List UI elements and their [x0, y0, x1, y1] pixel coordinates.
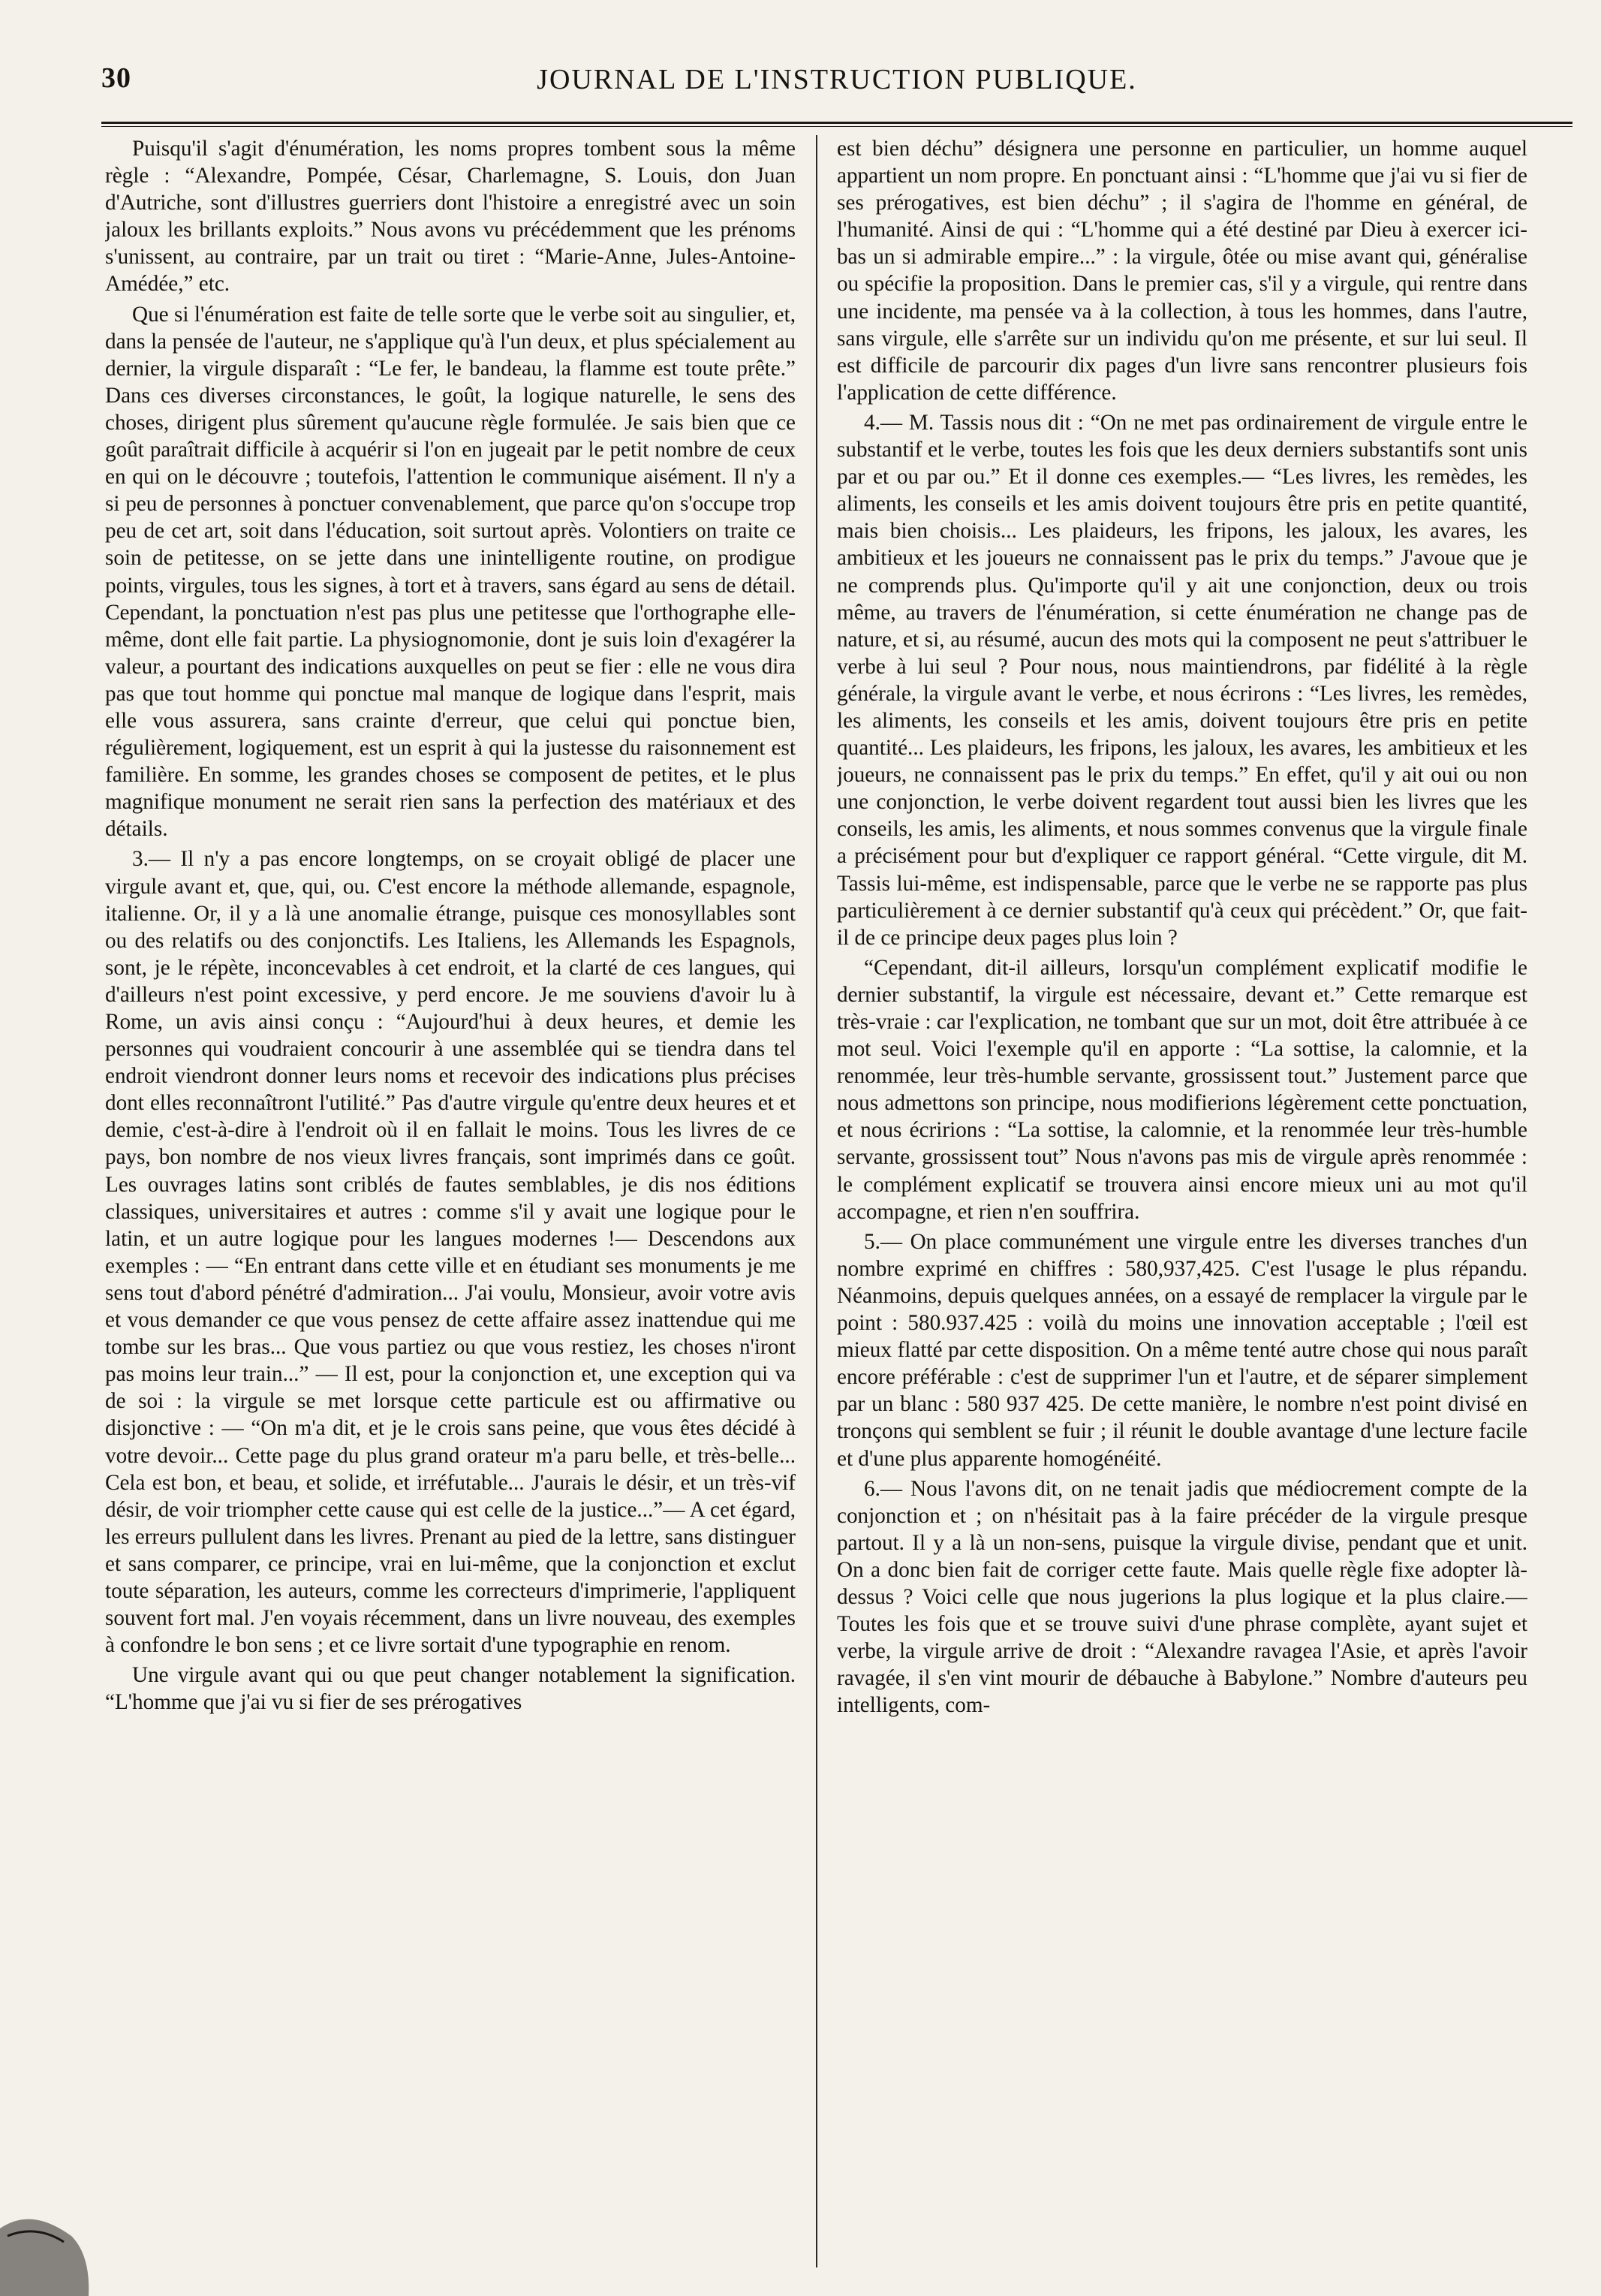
column-divider: [816, 135, 817, 2267]
paragraph: Puisqu'il s'agit d'énumération, les noms propres tombent sous la même règle : “Alexandre, Pompée, César, Charlemagne, S. Louis, don Juan d'Autriche, sont d'illustres guerriers dont l'histoire a enregistré avec un soin jaloux les brillants exploits.” Nous avons vu précédemment que les prénoms s'unissent, au contraire, par un trait ou tiret : “Marie-Anne, Jules-Antoine-Amédée,” etc.: [105, 137, 796, 297]
header-rule-thin: [101, 126, 1572, 127]
torn-corner-mark: [0, 2183, 120, 2296]
paragraph: “Cependant, dit-il ailleurs, lorsqu'un complément explicatif modifie le dernier substantif, la virgule est nécessaire, devant et.” Cette remarque est très-vraie : car l'explication, ne tombant que sur un mot, doit être attribuée à ce mot seul. Voici l'exemple qu'il en apporte : “La sottise, la calomnie, et la renommée, leur très-humble servante, grossissent tout.” Justement parce que nous admettons son principe, nous modifierions légèrement cette ponctuation, et nous écririons : “La sottise, la calomnie, et la renommée leur très-humble servante, grossissent tout” Nous n'avons pas mis de virgule après renommée : le complément explicatif se trouvera ainsi encore mieux uni au mot qu'il accompagne, et rien n'en souffrira.: [837, 955, 1527, 1224]
paragraph: Une virgule avant qui ou que peut changer notablement la signification. “L'homme que j'ai vu si fier de ses prérogatives: [105, 1663, 796, 1715]
paragraph: Que si l'énumération est faite de telle sorte que le verbe soit au singulier, et, dans la pensée de l'auteur, ne s'applique qu'à l'un deux, et plus spécialement au dernier, la virgule disparaît : “Le fer, le bandeau, la flamme est toute prête.” Dans ces diverses circonstances, le goût, la logique naturelle, le sens des choses, dirigent plus sûrement qu'aucune règle formulée. Je sais bien que ce goût paraîtrait difficile à acquérir si l'on en jugeait par le petit nombre de ceux en qui on le découvre ; toutefois, l'attention le communique aisément. Il n'y a si peu de personnes à ponctuer convenablement, que parce qu'on s'occupe trop peu de cet art, soit dans l'éducation, soit surtout après. Volontiers on traite ce soin de petitesse, on se jette dans une inintelligente routine, on prodigue points, virgules, tous les signes, à tort et à travers, sans égard au sens de détail. Cependant, la ponctuation n'est pas plus une petitesse que l'orthographe elle-même, dont elle fait partie. La physiognomonie, dont je suis loin d'exagérer la valeur, a pourtant des indications auxquelles on peut se fier : elle ne vous dira pas que tout homme qui ponctue mal manque de logique dans l'esprit, mais elle vous assurera, sans crainte d'erreur, que celui qui ponctue bien, régulièrement, logiquement, est un esprit à qui la justesse du raisonnement est familière. En somme, les grandes choses se composent de petites, et le plus magnifique monument ne serait rien sans la perfection des matériaux et des détails.: [105, 302, 796, 842]
paragraph: 5.— On place communément une virgule entre les diverses tranches d'un nombre exprimé en chiffres : 580,937,425. C'est l'usage le plus répandu. Néanmoins, depuis quelques années, on a essayé de remplacer la virgule par le point : 580.937.425 : voilà du moins une innovation acceptable ; l'œil est mieux flatté par cette disposition. On a même tenté autre chose qui nous paraît encore préférable : c'est de supprimer l'un et l'autre, et de séparer simplement par un blanc : 580 937 425. De cette manière, le nombre n'est point divisé en tronçons qui semblent se fuir ; il réunit le double avantage d'une lecture facile et d'une plus apparente homogénéité.: [837, 1229, 1527, 1471]
page-number: 30: [101, 62, 131, 94]
right-column: [837, 135, 1527, 2267]
paragraph: 6.— Nous l'avons dit, on ne tenait jadis que médiocrement compte de la conjonction et ; on n'hésitait pas à la faire précéder de la virgule presque partout. Il y a là un non-sens, puisque la virgule divise, pendant que et unit. On a donc bien fait de corriger cette faute. Mais quelle règle fixe adopter là-dessus ? Voici celle que nous jugerions la plus logique et la plus claire.— Toutes les fois que et se trouve suivi d'une phrase complète, ayant sujet et verbe, la virgule arrive de droit : “Alexandre ravagea l'Asie, et après l'avoir ravagée, il s'en vint mourir de débauche à Babylone.” Nombre d'auteurs peu intelligents, com-: [837, 1476, 1527, 1718]
page-header: [101, 59, 1572, 104]
paragraph-continued: est bien déchu” désignera une personne en particulier, un homme auquel appartient un nom propre. En ponctuant ainsi : “L'homme que j'ai vu si fier de ses prérogatives, est bien déchu” ; il s'agira de l'homme en général, de l'humanité. Ainsi de qui : “L'homme qui a été destiné par Dieu à exercer ici-bas un si admirable empire...” : la virgule, ôtée ou mise avant qui, généralise ou spécifie la proposition. Dans le premier cas, s'il y a virgule, qui rentre dans une incidente, ma pensée va à la collection, à tous les hommes, dans l'autre, sans virgule, elle s'arrête sur un individu qu'on me présente, et sur lui seul. Il est difficile de parcourir dix pages d'un livre sans rencontrer plusieurs fois l'application de cette différence.: [837, 137, 1527, 405]
paragraph: 3.— Il n'y a pas encore longtemps, on se croyait obligé de placer une virgule avant et, que, qui, ou. C'est encore la méthode allemande, espagnole, italienne. Or, il y a là une anomalie étrange, puisque ces monosyllables sont ou des relatifs ou des conjonctifs. Les Italiens, les Allemands les Espagnols, sont, je le répète, inconcevables à cet endroit, et la clarté de ces langues, qui d'ailleurs n'est point excessive, y perd encore. Je me souviens d'avoir lu à Rome, un avis ainsi conçu : “Aujourd'hui à deux heures, et demie les personnes qui voudraient concourir à une assemblée qui se tiendra dans tel endroit viendront donner leurs noms et recevoir des indications plus précises dont elles reconnaîtront l'utilité.” Pas d'autre virgule qu'entre deux heures et et demie, c'est-à-dire à l'endroit où il en fallait le moins. Tous les livres de ce pays, bon nombre de nos vieux livres français, sont imprimés dans ce goût. Les ouvrages latins sont criblés de fautes semblables, je dis nos éditions classiques, universitaires et autres : comme s'il y avait une logique pour le latin, et un autre logique pour les langues modernes !— Descendons aux exemples : — “En entrant dans cette ville et en étudiant ses monuments je me sens tout d'abord pénétré d'admiration... J'ai voulu, Monsieur, avoir votre avis et vous demander ce que vous pensez de cette affaire assez inattendue qui me tombe sur les bras... Que vous partiez ou que vous restiez, les choses n'iront pas moins leur train...” — Il est, pour la conjonction et, une exception qui va de soi : la virgule se met lorsque cette particule est ou affirmative ou disjonctive : — “On m'a dit, et je le crois sans peine, que vous êtes décidé à votre devoir... Cette page du plus grand orateur m'a paru belle, et très-belle... Cela est bon, et beau, et solide, et irréfutable... J'aurais le désir, et un très-vif désir, de voir triompher cette cause qui est celle de la justice...”— A cet égard, les erreurs pullulent dans les livres. Prenant au pied de la lettre, sans distinguer et sans comparer, ce principe, vrai en lui-même, que la conjonction et exclut toute séparation, les auteurs, comme les correcteurs d'imprimerie, l'appliquent souvent fort mal. J'en voyais récemment, dans un livre nouveau, des exemples à confondre le bon sens ; et ce livre sortait d'une typographie en renom.: [105, 847, 796, 1658]
left-column: [105, 135, 796, 2267]
paragraph: 4.— M. Tassis nous dit : “On ne met pas ordinairement de virgule entre le substantif et le verbe, toutes les fois que les deux derniers substantifs sont unis par et ou par ou.” Et il donne ces exemples.— “Les livres, les remèdes, les aliments, les conseils et les amis doivent toujours être pris en petite quantité, mais bien choisis... Les plaideurs, les fripons, les jaloux, les avares, les ambitieux et les joueurs ne connaissent pas le prix du temps.” J'avoue que je ne comprends plus. Qu'importe qu'il y ait une conjonction, deux ou trois même, au travers de l'énumération, si cette énumération ne change pas de nature, et si, au résumé, aucun des mots qui la composent ne peut s'attribuer le verbe à lui seul ? Pour nous, nous maintiendrons, par fidélité à la règle générale, la virgule avant le verbe, et nous écrirons : “Les livres, les remèdes, les aliments, les conseils et les amis, doivent toujours être pris en petite quantité... Les plaideurs, les fripons, les jaloux, les avares, les ambitieux et les joueurs, ne connaissent pas le prix du temps.” En effet, qu'il y ait oui ou non une conjonction, le verbe doivent regardent tout aussi bien les livres que les conseils, les amis, les aliments, et nous sommes convenus que la virgule finale a précisément pour but d'expliquer ce rapport général. “Cette virgule, dit M. Tassis lui-même, est indispensable, parce que le verbe ne se rapporte pas plus particulièrement à ce dernier substantif qu'à ceux qui précèdent.” Or, que fait-il de ce principe deux pages plus loin ?: [837, 410, 1527, 950]
header-rule: [101, 122, 1572, 124]
journal-title: JOURNAL DE L'INSTRUCTION PUBLIQUE.: [537, 64, 1137, 95]
